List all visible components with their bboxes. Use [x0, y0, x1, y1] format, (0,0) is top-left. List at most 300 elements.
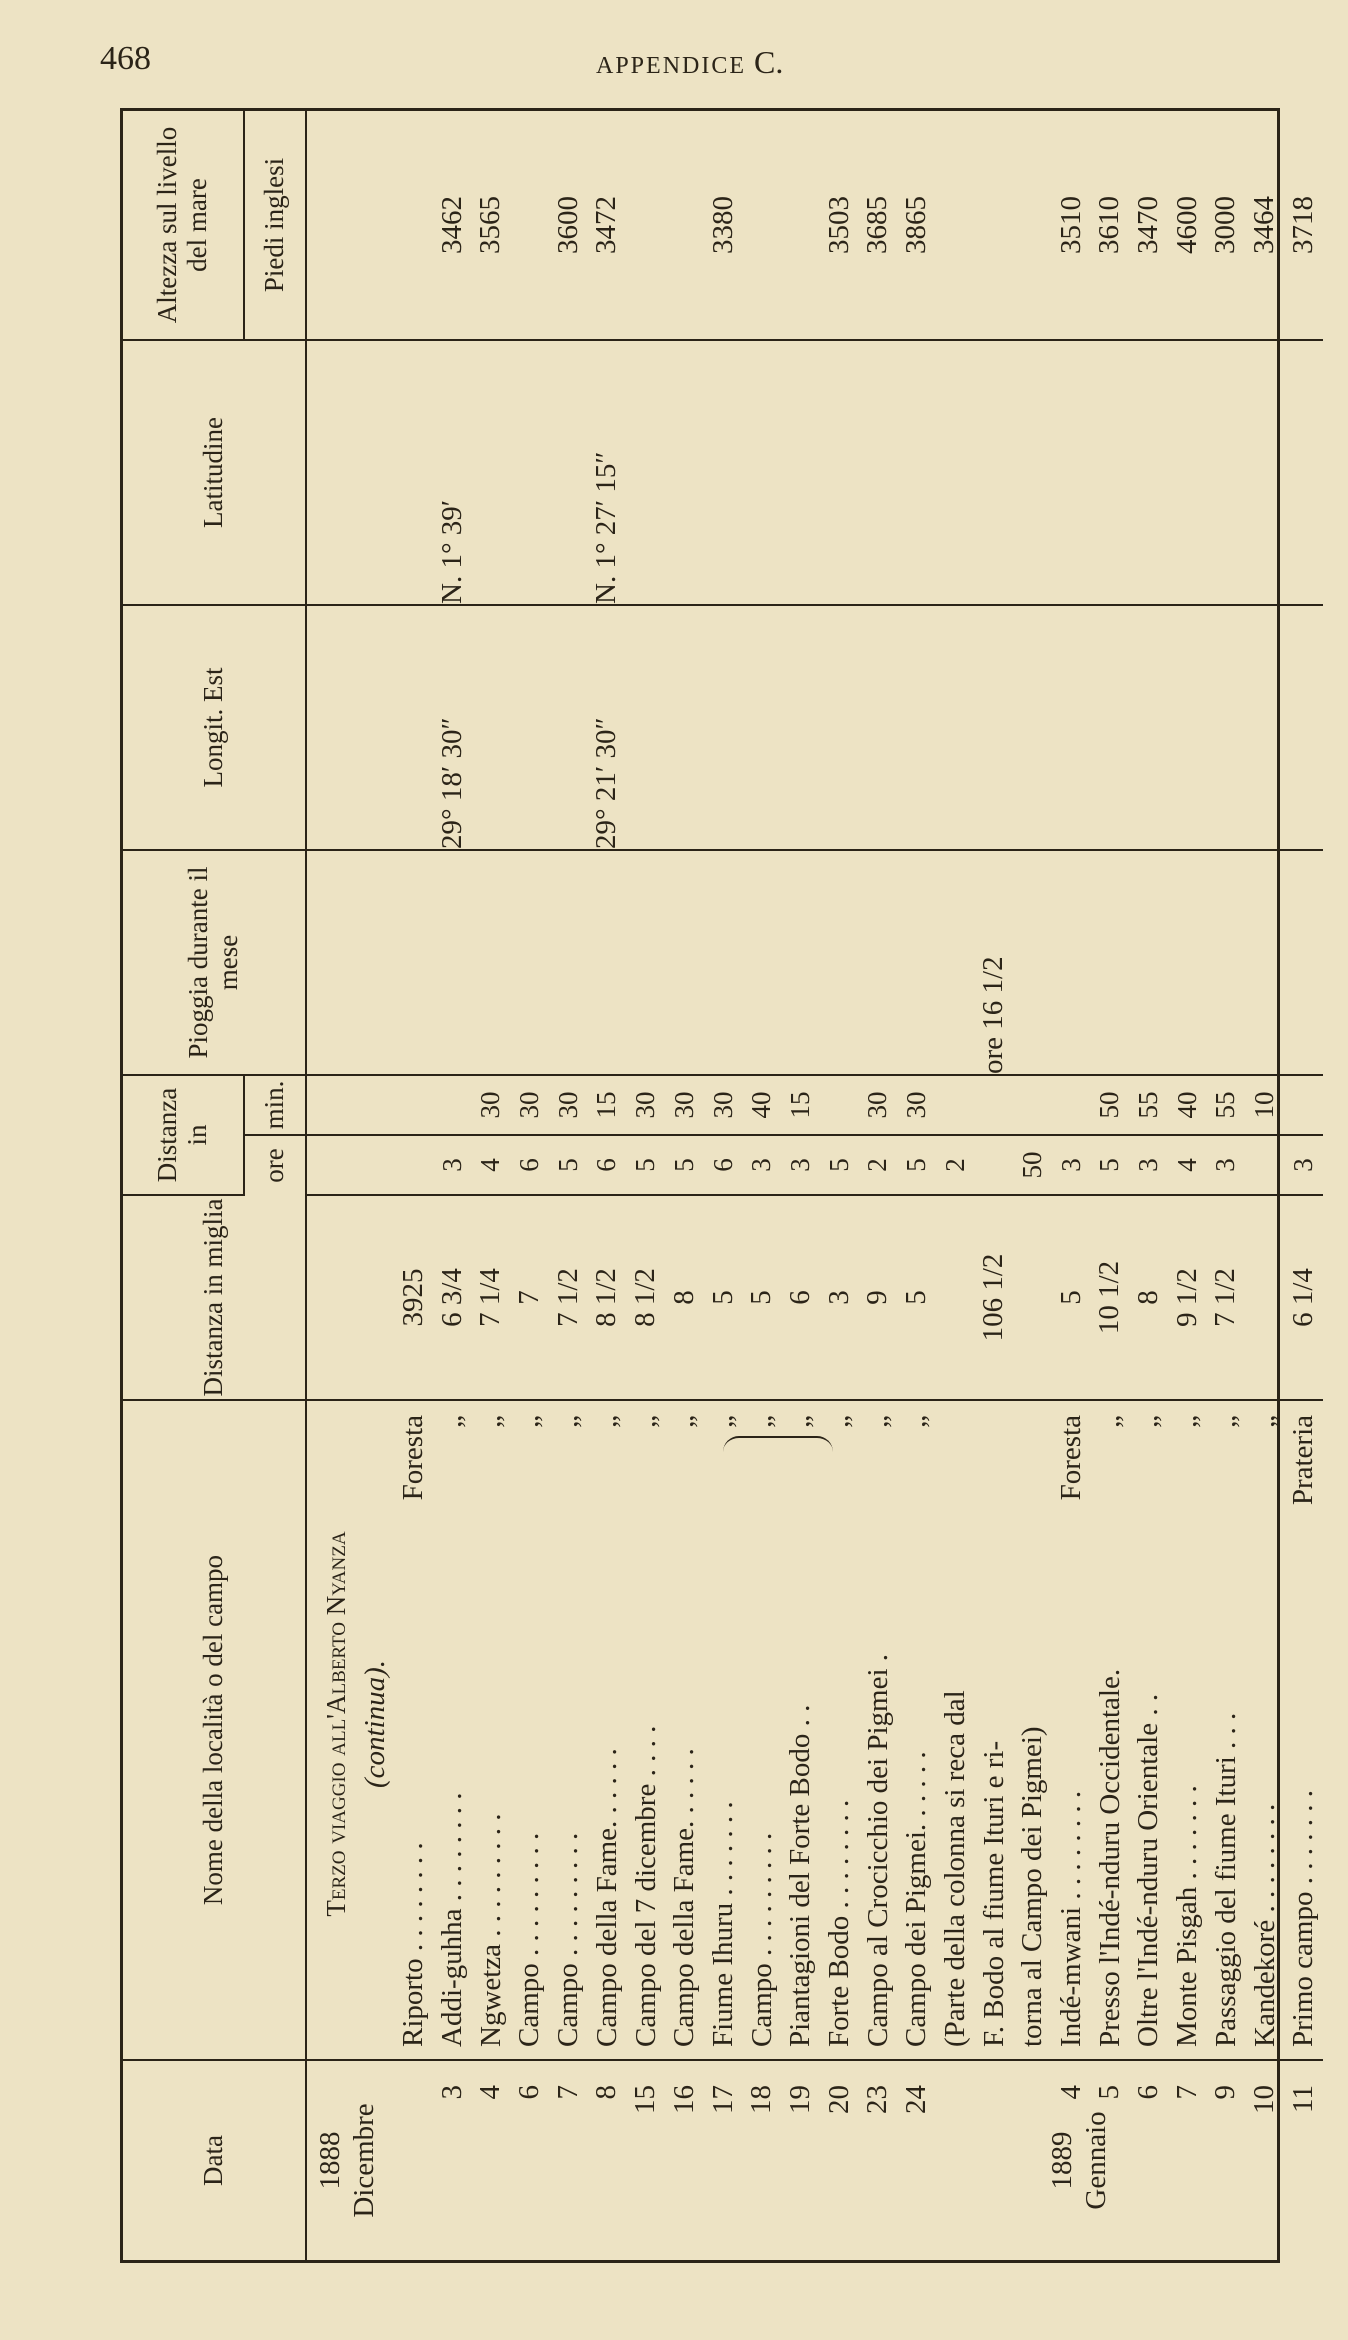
terrain: „ [590, 1415, 623, 1428]
terrain: „ [1132, 1415, 1165, 1428]
place-name: Forte Bodo . . . . . . . . [822, 1799, 855, 2047]
alt-cell: 3464 [1248, 196, 1281, 254]
pioggia-cell [394, 851, 433, 1074]
header-pioggia: Pioggia durante il mese [123, 850, 306, 1075]
ore-cell: 50 [1017, 1151, 1047, 1179]
terrain: „ [668, 1415, 701, 1428]
longit-cell [858, 606, 897, 849]
section-continua: (continua). [358, 1659, 391, 1789]
header-distanza-in: Distanza in [123, 1075, 244, 1195]
ore-cell: 2 [862, 1158, 893, 1172]
min-cell: 50 [1094, 1091, 1125, 1119]
ore-cell: 5 [823, 1158, 854, 1172]
pioggia-cell [781, 851, 820, 1074]
alt-cell: 3472 [590, 196, 623, 254]
alt-cell [1013, 111, 1052, 339]
brace [723, 1436, 833, 1452]
longit-cell [1168, 606, 1207, 849]
min-cell [394, 1076, 433, 1134]
longit-cell [897, 606, 936, 849]
terrain: „ [552, 1415, 585, 1428]
lat-cell [820, 341, 859, 604]
alt-cell: 3600 [551, 196, 584, 254]
miglia-cell: 7 [513, 1290, 546, 1305]
alt-cell [936, 111, 975, 339]
lat-cell [510, 341, 549, 604]
pioggia-cell [1052, 851, 1091, 1074]
alt-cell: 4600 [1170, 196, 1203, 254]
lat-cell [1284, 341, 1323, 604]
month-dicembre: Dicembre [348, 2103, 380, 2218]
longit-cell [820, 606, 859, 849]
miglia-cell: 3925 [397, 1268, 429, 1327]
header-piedi: Piedi inglesi [244, 111, 306, 340]
ore-cell: 5 [668, 1158, 699, 1172]
lat-cell [549, 341, 588, 604]
ore-column [394, 1136, 1323, 1194]
lat-cell [704, 341, 743, 604]
min-cell: 40 [746, 1091, 777, 1119]
year-1888-label: 1888 [314, 2131, 346, 2190]
place-name: Piantagioni del Forte Bodo . . [784, 1704, 817, 2047]
miglia-cell: 5 [1054, 1290, 1087, 1305]
pioggia-cell [587, 851, 626, 1074]
min-cell: 55 [1210, 1091, 1241, 1119]
place-row [665, 1401, 704, 2047]
day-cell: 17 [706, 2085, 739, 2114]
place-name: Monte Pisgah . . . . . . . [1171, 1785, 1204, 2047]
longit-cell [704, 606, 743, 849]
lat-cell [665, 341, 704, 604]
lat-cell [858, 341, 897, 604]
miglia-cell: 6 [783, 1290, 816, 1305]
min-cell: 55 [1133, 1091, 1164, 1119]
place-row [820, 1401, 859, 2047]
day-cell [936, 2085, 975, 2260]
place-row [627, 1401, 666, 2047]
terrain: „ [706, 1415, 739, 1428]
miglia-cell: 6 3/4 [435, 1268, 468, 1327]
pioggia-cell [665, 851, 704, 1074]
terrain: „ [900, 1415, 933, 1428]
day-cell: 9 [1209, 2085, 1242, 2100]
year-1888 [313, 2061, 381, 2260]
pioggia-cell [510, 851, 549, 1074]
min-cell: 30 [707, 1091, 738, 1119]
day-cell: 16 [667, 2085, 700, 2114]
longit-cell [1052, 606, 1091, 849]
place-name: (Parte della colonna si reca dal [939, 1690, 971, 2047]
ore-cell: 5 [630, 1158, 661, 1172]
place-row [1013, 1401, 1052, 2047]
ore-cell: 3 [436, 1158, 467, 1172]
pioggia-cell [1284, 851, 1323, 1074]
terrain: „ [474, 1415, 507, 1428]
place-name: Presso l'Indé-nduru Occidentale. [1093, 1668, 1126, 2047]
place-row [472, 1401, 511, 2047]
terrain: Foresta [1055, 1415, 1088, 1501]
place-row [1129, 1401, 1168, 2047]
min-cell [936, 1076, 975, 1134]
place-name: Riporto . . . . . . . . [397, 1842, 430, 2047]
pioggia-cell [820, 851, 859, 1074]
ore-cell: 5 [552, 1158, 583, 1172]
day-cell: 18 [745, 2085, 778, 2114]
place-name: Ngwetza . . . . . . . . . [474, 1813, 507, 2047]
min-cell: 40 [1171, 1091, 1202, 1119]
terrain: „ [1093, 1415, 1126, 1428]
col-min [306, 1075, 1323, 1135]
terrain: „ [1248, 1415, 1281, 1428]
min-cell [974, 1076, 1013, 1134]
alt-cell: 3380 [706, 196, 739, 254]
lat-cell [742, 341, 781, 604]
place-name: Campo del 7 dicembre . . . . [629, 1725, 662, 2047]
alt-cell: 3462 [435, 196, 468, 254]
lat-cell [471, 341, 510, 604]
longit-cell [1245, 606, 1284, 849]
header-data: Data [123, 2060, 306, 2260]
place-row [1246, 1401, 1285, 2047]
rotated-table-frame [120, 108, 1320, 2263]
place-row [936, 1401, 975, 2047]
pioggia-cell [1206, 851, 1245, 1074]
longit-cell [781, 606, 820, 849]
min-cell: 30 [552, 1091, 583, 1119]
alt-cell [665, 111, 704, 339]
col-pioggia [306, 850, 1323, 1075]
pioggia-cell [1013, 851, 1052, 1074]
day-cell: 7 [551, 2085, 584, 2100]
miglia-cell: 8 [667, 1290, 700, 1305]
lat-cell [897, 341, 936, 604]
longit-cell: 29° 18′ 30″ [435, 717, 468, 849]
pioggia-cell: ore 16 1/2 [977, 956, 1010, 1074]
alt-cell [510, 111, 549, 339]
section-title [317, 1401, 356, 2047]
day-cell: 20 [822, 2085, 855, 2114]
day-cell: 4 [1054, 2085, 1087, 2100]
min-cell: 30 [862, 1091, 893, 1119]
terrain: „ [784, 1415, 817, 1428]
day-cell: 15 [629, 2085, 662, 2114]
alt-cell: 3610 [1093, 196, 1126, 254]
col-nome [306, 1400, 1323, 2060]
longit-cell [1129, 606, 1168, 849]
place-name: Campo della Fame. . . . . . [590, 1748, 623, 2047]
miglia-cell: 106 1/2 [977, 1253, 1010, 1342]
col-miglia [306, 1195, 1323, 1400]
table-header [123, 111, 306, 2260]
miglia-cell: 8 1/2 [629, 1268, 662, 1327]
lat-cell [781, 341, 820, 604]
running-title-letter: C. [754, 44, 784, 80]
longit-cell [1206, 606, 1245, 849]
place-name: Indé-mwani . . . . . . . . [1055, 1790, 1088, 2047]
ore-cell: 6 [514, 1158, 545, 1172]
longit-cell [471, 606, 510, 849]
alt-cell: 3510 [1054, 196, 1087, 254]
header-latitudine: Latitudine [123, 340, 306, 605]
pioggia-cell [742, 851, 781, 1074]
running-title [596, 44, 783, 81]
alt-cell: 3470 [1132, 196, 1165, 254]
miglia-cell: 8 [1132, 1290, 1165, 1305]
year-1889-label: 1889 [1046, 2131, 1078, 2190]
pioggia-cell [433, 851, 472, 1074]
place-row [588, 1401, 627, 2047]
lat-cell [1013, 341, 1052, 604]
col-longit [306, 605, 1323, 850]
col-lat [306, 340, 1323, 605]
min-cell [1284, 1076, 1323, 1134]
longit-cell [974, 606, 1013, 849]
pioggia-cell [858, 851, 897, 1074]
ore-cell: 3 [1287, 1158, 1318, 1172]
miglia-cell: 3 [822, 1290, 855, 1305]
alt-cell: 3718 [1286, 196, 1319, 254]
lat-cell [626, 341, 665, 604]
ore-cell [974, 1136, 1013, 1194]
day-cell: 3 [435, 2085, 468, 2100]
pioggia-cell [471, 851, 510, 1074]
terrain: Prateria [1287, 1415, 1320, 1506]
terrain: Foresta [397, 1415, 430, 1501]
day-cell: 5 [1093, 2085, 1126, 2100]
ore-cell: 3 [1210, 1158, 1241, 1172]
longit-column [394, 606, 1323, 849]
place-name: Campo al Crocicchio dei Pigmei . [861, 1653, 894, 2047]
miglia-cell: 5 [745, 1290, 778, 1305]
terrain: „ [1209, 1415, 1242, 1428]
min-cell: 30 [630, 1091, 661, 1119]
alt-cell [974, 111, 1013, 339]
miglia-cell: 9 1/2 [1170, 1268, 1203, 1327]
alt-cell [781, 111, 820, 339]
day-cell: 10 [1248, 2085, 1281, 2114]
ore-cell: 4 [1171, 1158, 1202, 1172]
pioggia-cell [1129, 851, 1168, 1074]
ore-cell: 3 [1055, 1158, 1086, 1172]
lat-cell: N. 1° 39′ [435, 499, 468, 604]
longit-cell [1090, 606, 1129, 849]
ore-cell [394, 1136, 433, 1194]
terrain: „ [436, 1415, 469, 1428]
alt-cell: 3865 [899, 196, 932, 254]
lat-cell [1245, 341, 1284, 604]
lat-cell [1129, 341, 1168, 604]
page-header [0, 40, 1348, 80]
place-row [433, 1401, 472, 2047]
place-row [1091, 1401, 1130, 2047]
place-name: Campo . . . . . . . . . [513, 1832, 546, 2047]
place-row [859, 1401, 898, 2047]
running-title-text: APPENDICE [596, 53, 747, 79]
pioggia-cell [704, 851, 743, 1074]
longit-cell [394, 606, 433, 849]
header-nome: Nome della località o del campo [123, 1400, 306, 2060]
terrain: „ [822, 1415, 855, 1428]
miglia-cell: 8 1/2 [590, 1268, 623, 1327]
ore-cell: 6 [707, 1158, 738, 1172]
miglia-cell: 6 1/4 [1286, 1268, 1319, 1327]
lat-cell [936, 341, 975, 604]
ore-cell: 2 [939, 1158, 970, 1172]
place-row [1168, 1401, 1207, 2047]
day-cell: 4 [474, 2085, 507, 2100]
place-row [510, 1401, 549, 2047]
alt-cell [394, 111, 433, 339]
miglia-cell: 7 1/4 [474, 1268, 507, 1327]
min-cell: 30 [900, 1091, 931, 1119]
longit-cell [549, 606, 588, 849]
place-name: torna al Campo dei Pigmei) [1016, 1726, 1049, 2047]
terrain: „ [513, 1415, 546, 1428]
alt-cell [626, 111, 665, 339]
pioggia-cell [1090, 851, 1129, 1074]
ore-cell: 3 [784, 1158, 815, 1172]
place-row [975, 1401, 1014, 2047]
alt-cell: 3685 [861, 196, 894, 254]
pioggia-cell [1168, 851, 1207, 1074]
pioggia-cell [1245, 851, 1284, 1074]
longit-cell [936, 606, 975, 849]
alt-cell [742, 111, 781, 339]
ore-cell: 5 [900, 1158, 931, 1172]
miglia-cell: 5 [706, 1290, 739, 1305]
longit-cell: 29° 21′ 30″ [590, 717, 623, 849]
pioggia-column [394, 851, 1323, 1074]
miglia-cell: 5 [899, 1290, 932, 1305]
miglia-cell: 7 1/2 [1209, 1268, 1242, 1327]
day-cell: 8 [590, 2085, 623, 2100]
place-name: Campo della Fame. . . . . . [668, 1748, 701, 2047]
miglia-cell: 10 1/2 [1093, 1260, 1126, 1335]
lat-cell [974, 341, 1013, 604]
lat-cell [1052, 341, 1091, 604]
alt-cell: 3565 [474, 196, 507, 254]
day-cell: 6 [513, 2085, 546, 2100]
place-name: Campo . . . . . . . . . [552, 1832, 585, 2047]
min-cell: 30 [514, 1091, 545, 1119]
lat-cell [1206, 341, 1245, 604]
day-cell [974, 2085, 1013, 2260]
place-row [1052, 1401, 1091, 2047]
alt-column [394, 111, 1323, 339]
miglia-column [394, 1196, 1323, 1399]
header-ore: ore [244, 1135, 306, 1195]
place-row [897, 1401, 936, 2047]
year-1889 [1045, 2061, 1113, 2260]
miglia-cell [936, 1196, 975, 1399]
col-data [306, 2060, 1323, 2260]
place-name: Primo campo . . . . . . . [1287, 1790, 1320, 2047]
ore-cell: 3 [746, 1158, 777, 1172]
miglia-cell [1245, 1196, 1284, 1399]
place-row [1284, 1401, 1323, 2047]
day-cell: 6 [1132, 2085, 1165, 2100]
name-column [394, 1401, 1323, 2047]
month-gennaio: Gennaio [1080, 2111, 1112, 2210]
day-cell: 24 [899, 2085, 932, 2114]
place-row [549, 1401, 588, 2047]
terrain: „ [745, 1415, 778, 1428]
header-altezza: Altezza sul livello del mare [123, 111, 244, 340]
ore-cell: 3 [1133, 1158, 1164, 1172]
day-column [317, 2061, 1323, 2260]
alt-cell: 3503 [822, 196, 855, 254]
ore-cell: 4 [475, 1158, 506, 1172]
min-column [394, 1076, 1323, 1134]
header-min: min. [244, 1075, 306, 1135]
place-name: Oltre l'Indé-nduru Orientale . . [1132, 1693, 1165, 2047]
day-cell: 7 [1170, 2085, 1203, 2100]
place-row [743, 1401, 782, 2047]
section-title-text: Terzo viaggio all'Alberto Nyanza [321, 1531, 351, 1917]
header-longit: Longit. Est [123, 605, 306, 850]
lat-cell: N. 1° 27′ 15″ [590, 451, 623, 604]
terrain: „ [861, 1415, 894, 1428]
ore-cell: 6 [591, 1158, 622, 1172]
pioggia-cell [936, 851, 975, 1074]
lat-cell [1168, 341, 1207, 604]
place-name: Passaggio del fiume Ituri . . . [1209, 1712, 1242, 2047]
place-name: Fiume Ihuru . . . . . . . [706, 1801, 739, 2047]
day-cell: 11 [1286, 2085, 1319, 2113]
day-cell: 23 [861, 2085, 894, 2114]
rotated-table [123, 111, 1320, 2260]
place-name: Campo . . . . . . . . . [745, 1832, 778, 2047]
page-number: 468 [100, 40, 151, 77]
min-cell [1013, 1076, 1052, 1134]
longit-cell [1284, 606, 1323, 849]
nome-wrap [317, 1401, 1323, 2047]
longit-cell [510, 606, 549, 849]
longit-cell [626, 606, 665, 849]
longit-cell [1013, 606, 1052, 849]
place-name: Addi-guhha . . . . . . . . [436, 1792, 469, 2047]
min-cell: 30 [475, 1091, 506, 1119]
min-cell [820, 1076, 859, 1134]
day-cell [394, 2085, 433, 2260]
min-cell: 10 [1249, 1091, 1280, 1119]
place-name: Kandekoré . . . . . . . . [1248, 1803, 1281, 2047]
place-row [1207, 1401, 1246, 2047]
itinerary-table [123, 111, 1323, 2260]
lat-cell [394, 341, 433, 604]
day-cell: 19 [783, 2085, 816, 2114]
alt-cell: 3000 [1209, 196, 1242, 254]
header-distanza-miglia: Distanza in miglia [123, 1195, 306, 1400]
col-alt [306, 111, 1323, 340]
place-row [394, 1401, 433, 2047]
place-name: F. Bodo al fiume Ituri e ri- [977, 1740, 1010, 2047]
longit-cell [742, 606, 781, 849]
pioggia-cell [549, 851, 588, 1074]
col-ore [306, 1135, 1323, 1195]
miglia-cell [1013, 1196, 1052, 1399]
miglia-cell: 7 1/2 [551, 1268, 584, 1327]
terrain: „ [1171, 1415, 1204, 1428]
ore-cell: 5 [1094, 1158, 1125, 1172]
miglia-cell: 9 [861, 1290, 894, 1305]
lat-column [394, 341, 1323, 604]
pioggia-cell [626, 851, 665, 1074]
pioggia-cell [897, 851, 936, 1074]
terrain: „ [629, 1415, 662, 1428]
min-cell: 15 [591, 1091, 622, 1119]
place-name: Campo dei Pigmei. . . . . . [900, 1751, 933, 2047]
